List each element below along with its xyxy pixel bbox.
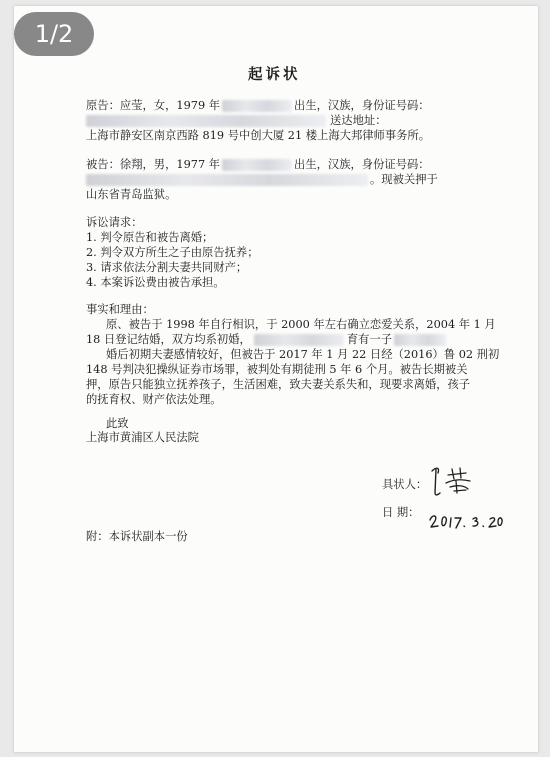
- defendant-ethnicity-id: 出生，汉族，身份证号码：: [294, 158, 430, 171]
- claims-heading: 诉讼请求：: [86, 216, 143, 229]
- court-name: 上海市黄浦区人民法院: [86, 431, 199, 444]
- facts-paragraph-2: 的抚育权、财产依法处理。: [86, 393, 222, 406]
- child-text: 育有一子: [346, 333, 393, 346]
- defendant-line-2: [86, 173, 438, 187]
- signer-label: 具状人：: [382, 478, 428, 491]
- closing-cizhi: 此致: [106, 417, 129, 430]
- facts-paragraph-2: 婚后初期夫妻感情较好，但被告于 2017 年 1 月 22 日经（2016）鲁 02 刑初: [106, 348, 500, 361]
- claim-item: 1. 判令原告和被告离婚；: [86, 231, 214, 244]
- defendant-detention-text: 。现被关押于: [370, 173, 438, 186]
- plaintiff-address: 上海市静安区南京西路 819 号中创大厦 21 楼上海大邦律师事务所。: [86, 129, 431, 142]
- plaintiff-address-label: 送达地址：: [330, 114, 387, 127]
- date-label: 日 期：: [382, 506, 420, 519]
- plaintiff-line-1: [86, 99, 430, 113]
- claim-item: 4. 本案诉讼费由被告承担。: [86, 276, 225, 289]
- facts-heading: 事实和理由：: [86, 303, 154, 316]
- marriage-text: 18 日登记结婚，双方均系初婚，: [86, 333, 251, 346]
- facts-paragraph-2: 148 号判决犯操纵证券市场罪，被判处有期徒刑 5 年 6 个月。被告长期被关: [86, 363, 468, 376]
- handwritten-signature: [426, 463, 482, 497]
- handwritten-date: [428, 510, 504, 532]
- defendant-prison: 山东省青岛监狱。: [86, 188, 177, 201]
- facts-paragraph-1-line-2: [86, 333, 446, 347]
- redacted-id-address: [86, 174, 368, 186]
- page-indicator: 1/2: [14, 12, 94, 56]
- redacted-info: [254, 334, 344, 346]
- defendant-line-1: [86, 158, 430, 172]
- facts-paragraph-2: 押，原告只能独立抚养孩子，生活困难，致夫妻关系失和，现要求离婚，孩子: [86, 378, 471, 391]
- facts-paragraph-1: 原、被告于 1998 年自行相识，于 2000 年左右确立恋爱关系，2004 年 1 月: [106, 318, 496, 331]
- plaintiff-ethnicity-id: 出生，汉族，身份证号码：: [294, 99, 430, 112]
- attachment-note: 附：本诉状副本一份: [86, 530, 188, 543]
- defendant-intro: 被告：徐翔，男，1977 年: [86, 158, 221, 171]
- claim-item: 3. 请求依法分割夫妻共同财产；: [86, 261, 248, 274]
- document-title: 起诉状: [248, 66, 301, 83]
- redacted-birthdate: [222, 159, 292, 171]
- plaintiff-intro: 原告：应莹，女，1979 年: [86, 99, 221, 112]
- plaintiff-line-2: [86, 114, 387, 128]
- claim-item: 2. 判令双方所生之子由原告抚养；: [86, 246, 259, 259]
- redacted-child-name: [394, 334, 446, 346]
- redacted-id-number: [86, 115, 326, 127]
- redacted-birthdate: [222, 100, 292, 112]
